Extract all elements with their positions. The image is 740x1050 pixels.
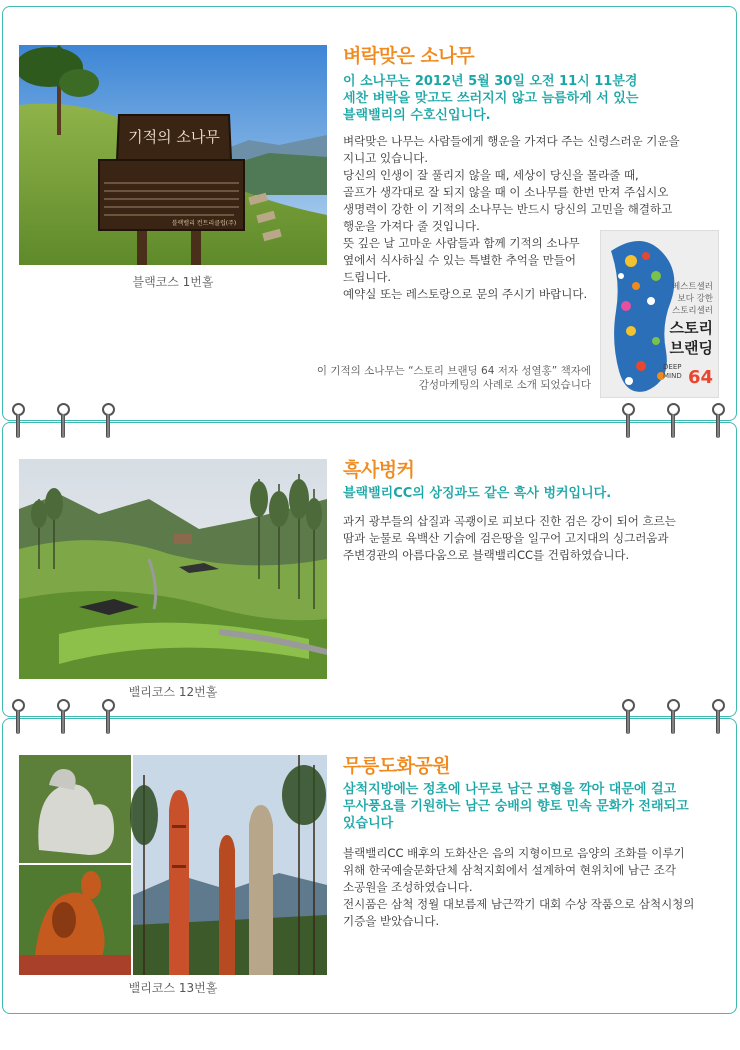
binder-rings-right-2 (622, 699, 722, 737)
section-title: 벼락맞은 소나무 (343, 45, 475, 67)
binder-ring-icon (622, 403, 633, 439)
book-cover-image (600, 230, 719, 398)
photo-caption: 블랙코스 1번홀 (132, 275, 214, 289)
svg-text:스토리셀러: 스토리셀러 (671, 306, 713, 316)
svg-text:보다 강한: 보다 강한 (677, 294, 713, 304)
svg-text:베스트셀러: 베스트셀러 (671, 282, 713, 292)
binder-ring-icon (102, 699, 113, 735)
section-title: 흑사벙커 (343, 459, 415, 481)
sign-title-text: 기적의 소나무 (128, 128, 220, 146)
pine-tree-photo (19, 45, 327, 265)
section-body: 블랙밸리CC 배후의 도화산은 음의 지형이므로 음양의 조화를 이루기 위해 한국예술문화단체 삼척지회에서 설계하여 현위치에 남근 조각 소공원을 조성하였습니다. 전시품은 삼척 정월 대보름제 남근깍기 대회 수상 작품으로 삼척시청의 기증을 받았습니다. (343, 846, 695, 928)
section-title: 무릉도화공원 (343, 755, 451, 777)
binder-rings-left-2 (12, 699, 112, 737)
svg-text:64: 64 (687, 367, 713, 388)
sculpture-park-photo (19, 755, 327, 975)
binder-ring-icon (57, 403, 68, 439)
section-lead: 삼척지방에는 정초에 나무로 남근 모형을 깍아 대문에 걸고 무사풍요를 기원하는 남근 숭배의 향토 민속 문화가 전래되고 있습니다 (343, 782, 689, 831)
bunker-photo (19, 459, 327, 679)
section-body: 벼락맞은 나무는 사람들에게 행운을 가져다 주는 신령스러운 기운을 지니고 있습니다. 당신의 인생이 잘 풀리지 않을 때, 세상이 당신을 몰라줄 때, 골프가 생각대로 잘 되지 않을 때 이 소나무를 한번 만져 주십시오 생명력이 강한 이 기적의 소나무는 반드시 당신의 고민을 해결하고 행운을 가져다 줄 것입니다. 뜻 깊은 날 고마운 사람들과 함께 기적의 소나무 옆에서 식사하실 수 있는 특별한 추억을 만들어 드립니다. 예약실 또는 레스토랑으로 문의 주시기 바랍니다. (343, 134, 680, 301)
binder-ring-icon (667, 403, 678, 439)
section-lead: 블랙밸리CC의 상징과도 같은 흑사 벙커입니다. (343, 486, 612, 501)
binder-ring-icon (712, 403, 723, 439)
binder-ring-icon (622, 699, 633, 735)
section-lead: 이 소나무는 2012년 5월 30일 오전 11시 11분경 세찬 벼락을 맞고도 쓰러지지 않고 늠름하게 서 있는 블랙밸리의 수호신입니다. (343, 74, 639, 123)
binder-ring-icon (712, 699, 723, 735)
section-body: 과거 광부들의 삽질과 곡괭이로 피보다 진한 검은 강이 되어 흐르는 땀과 눈물로 육백산 기슭에 검은땅을 일구어 고지대의 싱그러움과 주변경관의 아름다움으로 블랙밸리CC를 건립하였습니다. (343, 514, 676, 562)
sign-footer-text: 블랙밸리 컨트리클럽(주) (171, 220, 237, 227)
binder-ring-icon (12, 699, 23, 735)
svg-text:DEEP: DEEP (663, 363, 682, 371)
binder-ring-icon (667, 699, 678, 735)
binder-ring-icon (57, 699, 68, 735)
binder-rings-left-1 (12, 403, 112, 441)
book-note: 이 기적의 소나무는 “스토리 브랜딩 64 저자 성열홍” 책자에 감성마케팅의 사례로 소개 되었습니다 (316, 365, 591, 391)
photo-caption: 밸리코스 13번홀 (128, 981, 218, 995)
svg-text:MIND: MIND (663, 372, 682, 380)
section-card-park (2, 718, 737, 1014)
binder-ring-icon (12, 403, 23, 439)
section-card-bunker (2, 422, 737, 717)
binder-rings-right-1 (622, 403, 722, 441)
binder-ring-icon (102, 403, 113, 439)
svg-text:브랜딩: 브랜딩 (669, 339, 713, 357)
section-card-pine (2, 6, 737, 421)
svg-text:스토리: 스토리 (669, 319, 713, 337)
photo-caption: 밸리코스 12번홀 (128, 685, 218, 699)
